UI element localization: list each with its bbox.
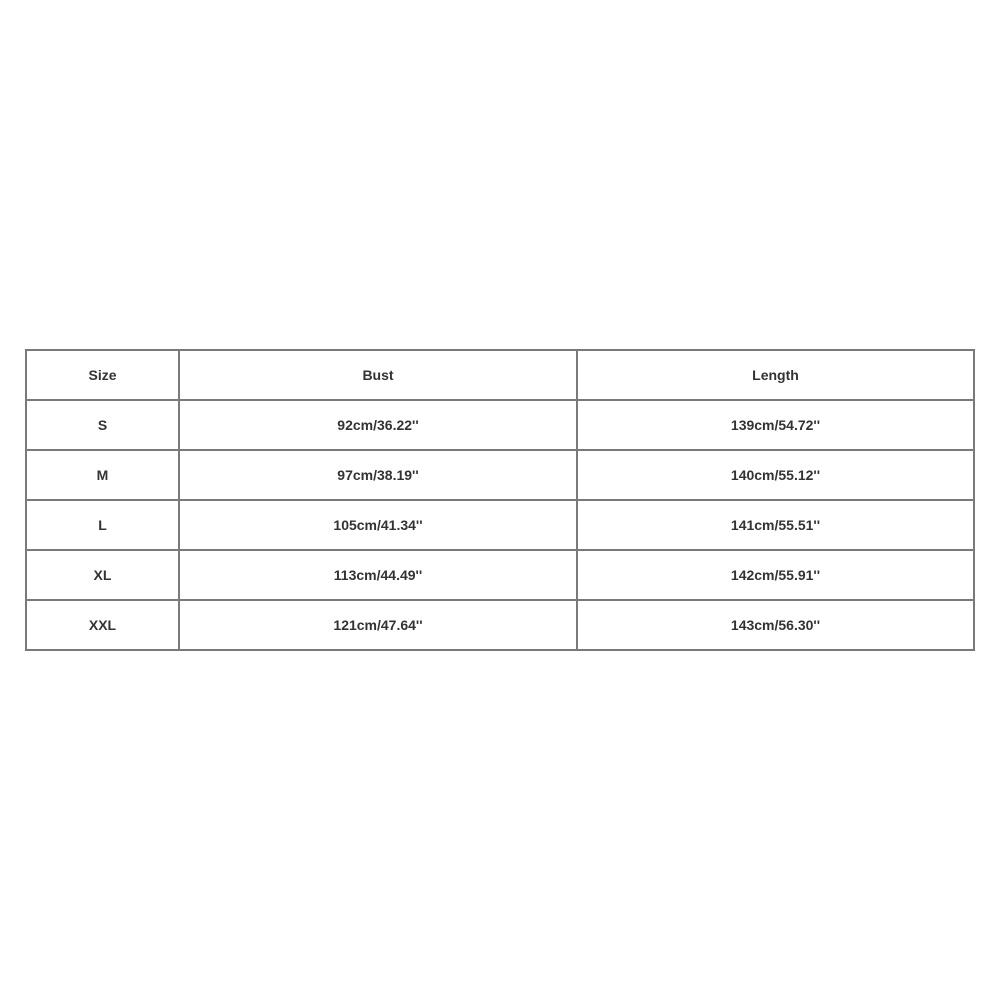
- table-row: [26, 600, 974, 650]
- cell-size: XL: [26, 550, 179, 600]
- cell-length: 143cm/56.30'': [577, 600, 974, 650]
- cell-size: L: [26, 500, 179, 550]
- table-row: [26, 400, 974, 450]
- cell-length: 140cm/55.12'': [577, 450, 974, 500]
- table-header-row: [26, 350, 974, 400]
- cell-length: 139cm/54.72'': [577, 400, 974, 450]
- header-length: Length: [577, 350, 974, 400]
- cell-size: S: [26, 400, 179, 450]
- table-row: [26, 500, 974, 550]
- cell-length: 141cm/55.51'': [577, 500, 974, 550]
- cell-bust: 105cm/41.34'': [179, 500, 577, 550]
- cell-length: 142cm/55.91'': [577, 550, 974, 600]
- cell-size: XXL: [26, 600, 179, 650]
- cell-bust: 97cm/38.19'': [179, 450, 577, 500]
- cell-bust: 121cm/47.64'': [179, 600, 577, 650]
- cell-bust: 113cm/44.49'': [179, 550, 577, 600]
- table-row: [26, 550, 974, 600]
- table-row: [26, 450, 974, 500]
- header-size: Size: [26, 350, 179, 400]
- cell-bust: 92cm/36.22'': [179, 400, 577, 450]
- size-chart-table: [25, 349, 975, 651]
- header-bust: Bust: [179, 350, 577, 400]
- cell-size: M: [26, 450, 179, 500]
